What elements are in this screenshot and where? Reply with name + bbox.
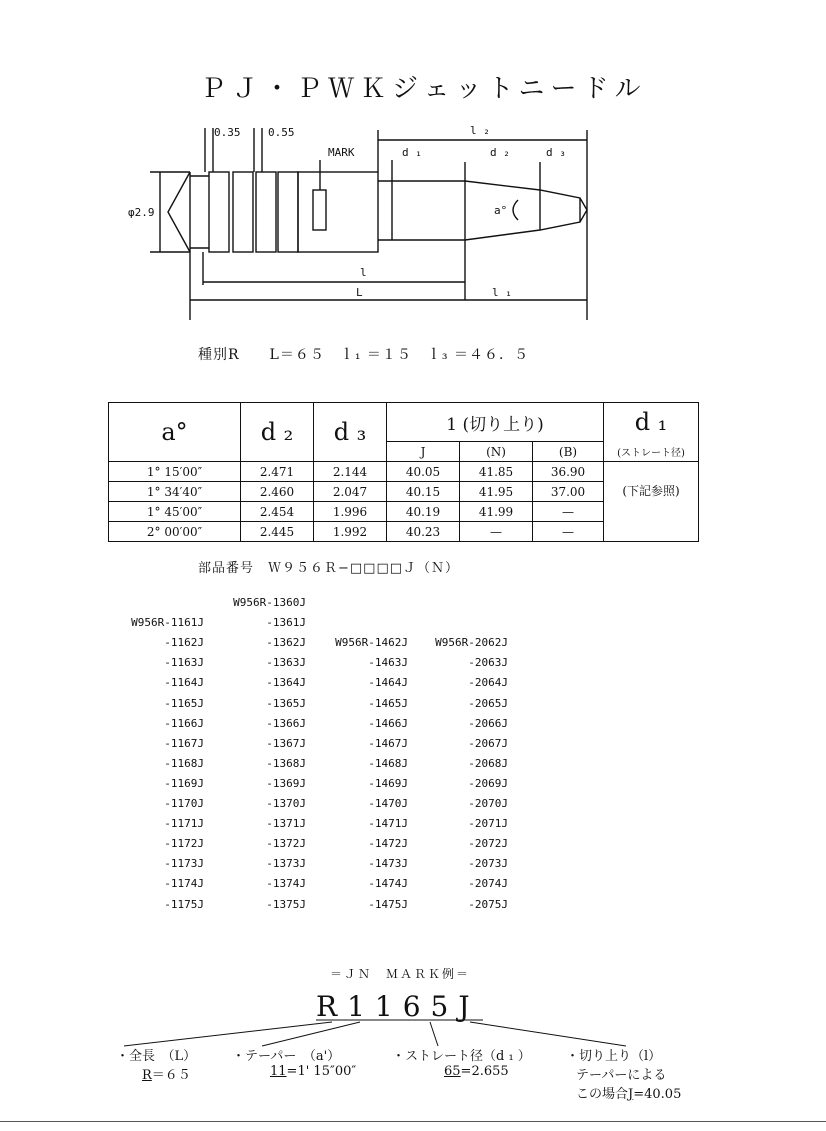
part-number: -1472J xyxy=(368,837,408,851)
mark-example: R1165J xyxy=(316,990,480,1023)
part-number xyxy=(210,573,306,593)
part-number: -1373J xyxy=(266,857,306,871)
part-column-2 xyxy=(210,573,306,915)
part-number: -1371J xyxy=(266,817,306,831)
part-number: -2069J xyxy=(468,776,508,790)
part-number: -1173J xyxy=(164,857,204,871)
part-number: -2072J xyxy=(468,837,508,851)
part-number: -1463J xyxy=(368,656,408,670)
dim-035: 0.35 xyxy=(214,126,241,139)
part-number: W956R-1462J xyxy=(335,636,408,650)
part-number: -1165J xyxy=(164,696,204,710)
part-number: -1170J xyxy=(164,797,204,811)
needle-drawing xyxy=(0,0,826,340)
part-number: W956R-1360J xyxy=(233,596,306,610)
mark-box xyxy=(313,190,326,230)
header-b: (B) xyxy=(533,442,604,462)
part-number xyxy=(108,573,204,593)
part-number: -2063J xyxy=(468,656,508,670)
table-row: 1° 45′00″ 2.454 1.996 40.19 41.99 — xyxy=(109,502,699,522)
legend-taper-value: 11=1' 15″00″ xyxy=(270,1064,357,1079)
part-number: -1372J xyxy=(266,837,306,851)
legend-length-value: R＝６５ xyxy=(142,1068,191,1083)
mark-label: MARK xyxy=(328,146,355,159)
dim-055: 0.55 xyxy=(268,126,295,139)
part-number: -2075J xyxy=(468,897,508,911)
legend-taper-label: ・テーパー （a'） xyxy=(232,1049,341,1064)
part-number: -1471J xyxy=(368,817,408,831)
part-number: -1363J xyxy=(266,656,306,670)
part-number: -2067J xyxy=(468,736,508,750)
part-number: -2064J xyxy=(468,676,508,690)
part-number: -1169J xyxy=(164,776,204,790)
dim-l: l xyxy=(360,266,367,279)
part-number: -2065J xyxy=(468,696,508,710)
part-number xyxy=(312,593,408,613)
part-number: -1361J xyxy=(266,616,306,630)
needle-shaft xyxy=(378,181,587,240)
header-j: J xyxy=(387,442,460,462)
part-number: -1468J xyxy=(368,756,408,770)
part-number: -2074J xyxy=(468,877,508,891)
part-column-1 xyxy=(108,573,204,915)
part-number xyxy=(412,573,508,593)
part-number: -1470J xyxy=(368,797,408,811)
header-straight: (ストレート径) xyxy=(604,442,699,462)
part-number: -1366J xyxy=(266,716,306,730)
part-number: -1167J xyxy=(164,736,204,750)
part-number: -2071J xyxy=(468,817,508,831)
table-row: 1° 34′40″ 2.460 2.047 40.15 41.95 37.00 xyxy=(109,482,699,502)
part-number: -1367J xyxy=(266,736,306,750)
part-number: -1465J xyxy=(368,696,408,710)
part-number: -1375J xyxy=(266,897,306,911)
spec-table xyxy=(108,402,699,542)
part-number: -1168J xyxy=(164,756,204,770)
mark-heading: ＝ＪＮ ＭＡＲＫ例＝ xyxy=(330,967,471,981)
part-number: -1164J xyxy=(164,676,204,690)
spec-line: 種別R L＝６５ ｌ₁ ＝１５ ｌ₃ ＝４６．５ xyxy=(198,347,529,363)
dim-l2: l ₂ xyxy=(470,124,490,137)
part-number: -1374J xyxy=(266,877,306,891)
part-number: W956R-1161J xyxy=(131,616,204,630)
dim-angle: a° xyxy=(494,204,508,217)
bottom-border xyxy=(0,1121,826,1122)
d1-note: (下記参照) xyxy=(604,462,699,542)
part-number: -1362J xyxy=(266,636,306,650)
dim-diameter: φ2.9 xyxy=(128,206,155,219)
part-number-heading: 部品番号 Ｗ９５６Ｒ−□□□□Ｊ（Ｎ） xyxy=(198,561,460,576)
part-number: -1166J xyxy=(164,716,204,730)
legend-cutup-label: ・切り上り（l） xyxy=(566,1049,662,1064)
part-column-3 xyxy=(312,573,408,915)
dim-d3: d ₃ xyxy=(546,146,566,159)
page-title: ＰＪ・ＰＷＫジェットニードル xyxy=(200,74,647,104)
part-number: -1365J xyxy=(266,696,306,710)
tip-cone xyxy=(168,172,190,252)
legend-straight-value: 65=2.655 xyxy=(444,1064,509,1079)
part-number: -1464J xyxy=(368,676,408,690)
part-number: -2070J xyxy=(468,797,508,811)
part-number: -2073J xyxy=(468,857,508,871)
part-number: -1466J xyxy=(368,716,408,730)
part-column-4 xyxy=(412,573,508,915)
needle-body xyxy=(298,172,378,252)
dim-l1: l ₁ xyxy=(492,286,512,299)
part-number xyxy=(412,593,508,613)
header-n: (N) xyxy=(460,442,533,462)
part-number: -2066J xyxy=(468,716,508,730)
part-number: -1174J xyxy=(164,877,204,891)
part-number: -2068J xyxy=(468,756,508,770)
legend-length-label: ・全長 （L） xyxy=(116,1049,197,1064)
header-d2: d ₂ xyxy=(241,403,314,462)
part-number: -1474J xyxy=(368,877,408,891)
dim-d2: d ₂ xyxy=(490,146,510,159)
part-number: -1163J xyxy=(164,656,204,670)
part-number: -1172J xyxy=(164,837,204,851)
part-number: -1473J xyxy=(368,857,408,871)
header-l-cut: 1 (切り上り) xyxy=(387,403,604,442)
header-d1: d ₁ xyxy=(604,403,699,442)
part-number: -1364J xyxy=(266,676,306,690)
dim-d1: d ₁ xyxy=(402,146,422,159)
part-number xyxy=(412,613,508,633)
part-number: -1171J xyxy=(164,817,204,831)
table-row: 2° 00′00″ 2.445 1.992 40.23 — — xyxy=(109,522,699,542)
part-number: -1475J xyxy=(368,897,408,911)
part-number: -1467J xyxy=(368,736,408,750)
part-number: -1368J xyxy=(266,756,306,770)
legend-cutup-example: この場合J=40.05 xyxy=(576,1087,682,1102)
legend-cutup-value: テーパーによる xyxy=(576,1068,667,1083)
part-number: -1175J xyxy=(164,897,204,911)
part-number xyxy=(312,573,408,593)
legend-straight-label: ・ストレート径（d ₁ ） xyxy=(392,1049,531,1064)
part-number: -1162J xyxy=(164,636,204,650)
part-number xyxy=(108,593,204,613)
part-number: W956R-2062J xyxy=(435,636,508,650)
header-d3: d ₃ xyxy=(314,403,387,462)
dim-L: L xyxy=(356,286,363,299)
part-number xyxy=(312,613,408,633)
part-number: -1469J xyxy=(368,776,408,790)
part-number: -1369J xyxy=(266,776,306,790)
table-row: 1° 15′00″ 2.471 2.144 40.05 41.85 36.90 (下記参照) xyxy=(109,462,699,482)
part-number: -1370J xyxy=(266,797,306,811)
header-a: a° xyxy=(109,403,241,462)
